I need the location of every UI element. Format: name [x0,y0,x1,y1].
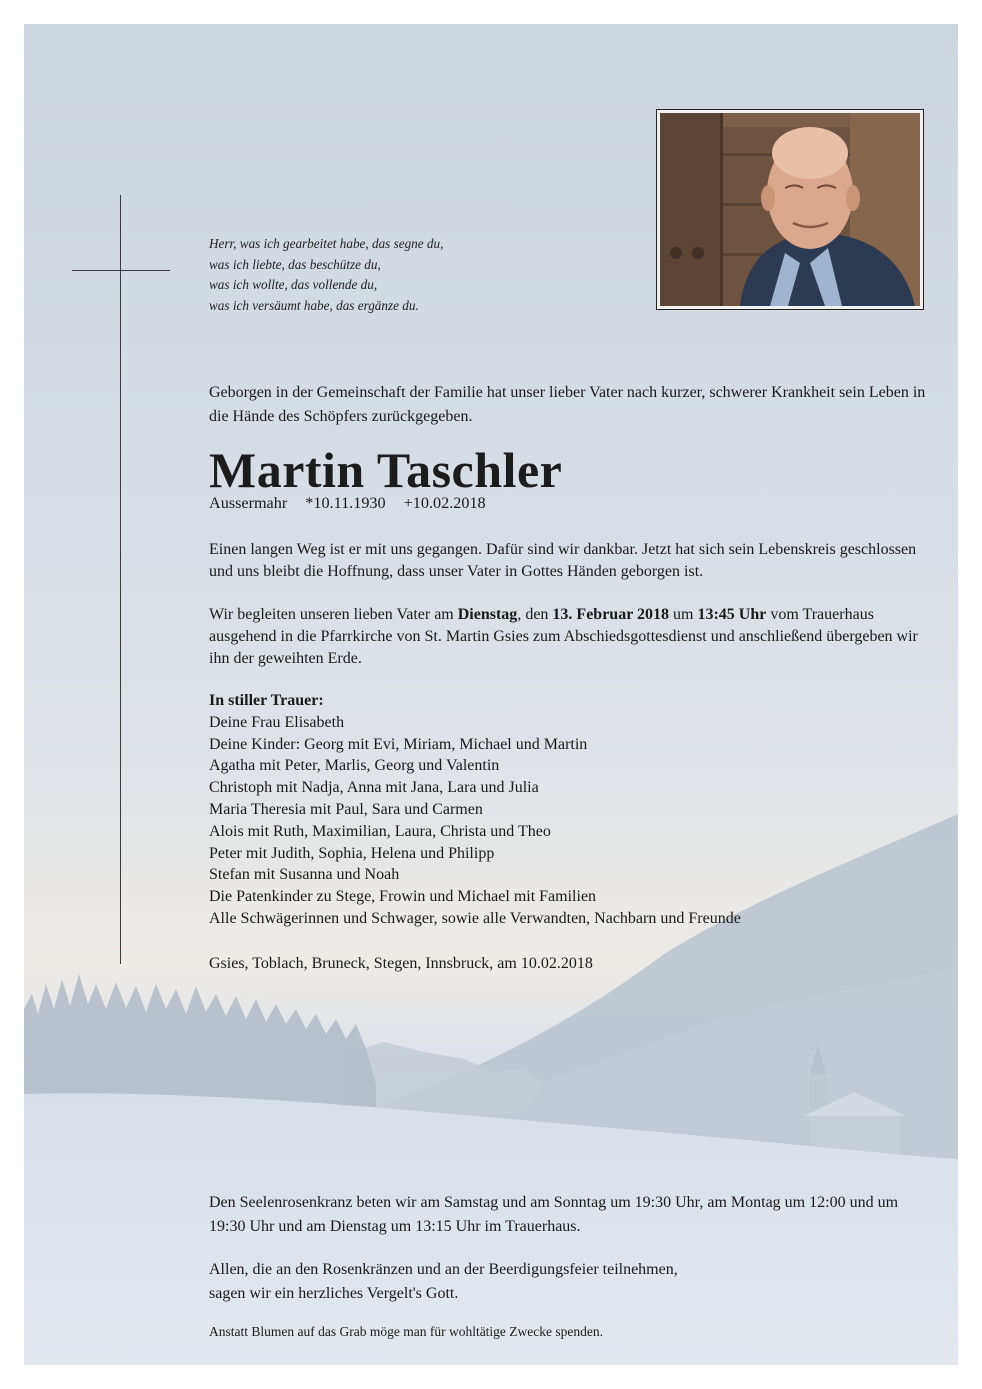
thanks-line: sagen wir ein herzliches Vergelt's Gott. [209,1285,459,1302]
life-dates [209,492,500,514]
mourner-line: Christoph mit Nadja, Anna mit Jana, Lara und Julia [209,779,539,797]
thanks-text [209,1258,929,1306]
mourners-list [209,690,929,930]
verse-line: was ich liebte, das beschütze du, [209,256,381,272]
mourner-line: Peter mit Judith, Sophia, Helena und Philipp [209,844,495,862]
origin: Aussermahr [209,494,288,512]
prayer-verse [209,234,609,316]
funeral-day: Dienstag [457,606,518,623]
remembrance-paragraph: Einen langen Weg ist er mit uns gegangen. Dafür sind wir dankbar. Jetzt hat sich sein Lebenskreis geschlossen und uns bleibt die Hoffnung, dass unser Vater in Gottes Händen geborgen ist. [209,541,917,580]
flowers-note: Anstatt Blumen auf das Grab möge man für wohltätige Zwecke spenden. [209,1324,604,1339]
mourner-line: Alois mit Ruth, Maximilian, Laura, Christa und Theo [209,822,551,840]
cross-horizontal-bar [72,270,170,271]
place-and-date: Gsies, Toblach, Bruneck, Stegen, Innsbruck, am 10.02.2018 [209,955,593,972]
funeral-time: 13:45 Uhr [697,606,767,623]
mourner-line: Die Patenkinder zu Stege, Frowin und Michael mit Familien [209,888,597,906]
mourner-line: Agatha mit Peter, Marlis, Georg und Valentin [209,757,500,775]
mourner-line: Stefan mit Susanna und Noah [209,866,400,884]
deceased-name: Martin Taschler [209,442,563,498]
mourner-line: Alle Schwägerinnen und Schwager, sowie alle Verwandten, Nachbarn und Freunde [209,909,741,927]
birth-date: *10.11.1930 [305,494,386,512]
funeral-paragraph: Wir begleiten unseren lieben Vater am Dienstag, den 13. Februar 2018 um 13:45 Uhr vom Trauerhaus ausgehend in die Pfarrkirche von St. Martin Gsies zum Abschiedsgottesdienst und anschließend übergeben wir ihn der geweihten Erde. [209,606,918,667]
verse-line: was ich wollte, das vollende du, [209,277,378,292]
mourner-line: Maria Theresia mit Paul, Sara und Carmen [209,800,483,818]
death-date: +10.02.2018 [403,494,486,512]
funeral-date: 13. Februar 2018 [552,606,670,623]
intro-text: Geborgen in der Gemeinschaft der Familie hat unser lieber Vater nach kurzer, schwerer Krankheit sein Leben in die Hände des Schöpfers zurückgegeben. [209,384,926,425]
portrait-photo [660,113,920,306]
cross-vertical-bar [120,195,121,964]
portrait-frame [656,109,924,310]
rosary-text: Den Seelenrosenkranz beten wir am Samstag und am Sonntag um 19:30 Uhr, am Montag um 12:00 und um 19:30 Uhr und am Dienstag um 13:15 Uhr im Trauerhaus. [209,1194,899,1235]
mourners-heading: In stiller Trauer: [209,692,324,709]
mourner-line: Deine Kinder: Georg mit Evi, Miriam, Michael und Martin [209,735,588,753]
thanks-line: Allen, die an den Rosenkränzen und an der Beerdigungsfeier teilnehmen, [209,1261,678,1278]
obituary-card [24,24,958,1365]
mourner-line: Deine Frau Elisabeth [209,713,345,731]
verse-line: Herr, was ich gearbeitet habe, das segne du, [209,236,444,251]
verse-line: was ich versäumt habe, das ergänze du. [209,297,419,313]
